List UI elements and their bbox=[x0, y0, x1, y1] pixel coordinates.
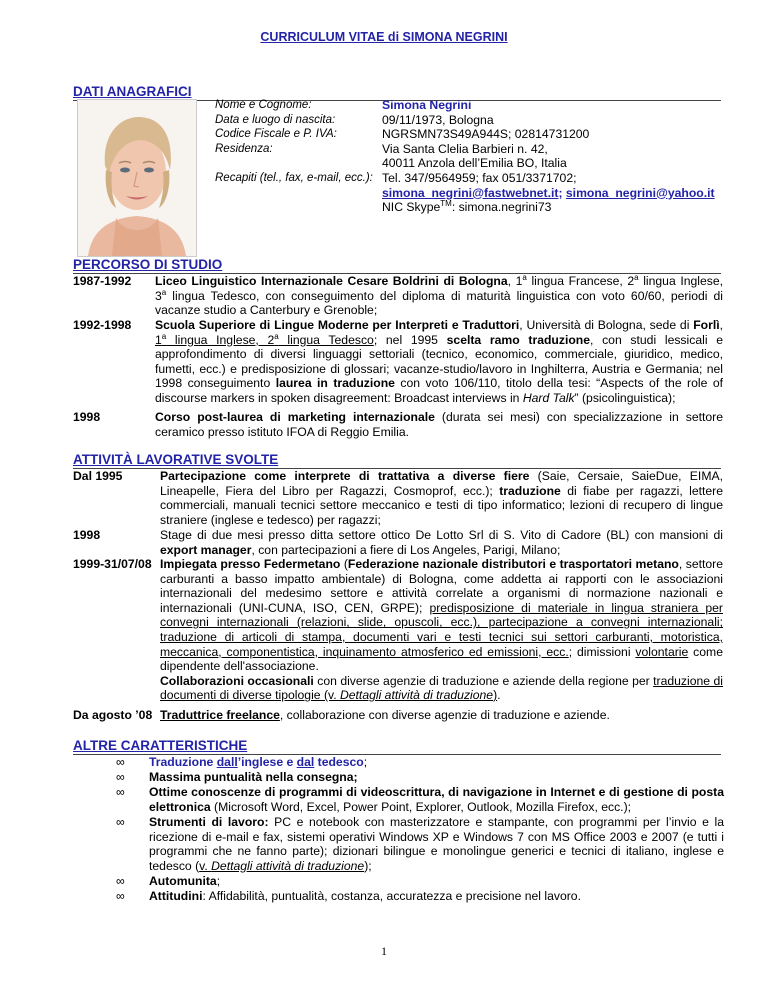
work-years: 1999-31/07/08 bbox=[73, 557, 152, 571]
list-item bbox=[116, 785, 724, 814]
list-item-text: Traduzione dall’inglese e dal tedesco; bbox=[149, 755, 368, 769]
bullet-icon: ∞ bbox=[116, 815, 125, 829]
email-line bbox=[382, 186, 732, 201]
work-years: Da agosto ’08 bbox=[73, 708, 153, 722]
label-fiscal: Codice Fiscale e P. IVA: bbox=[215, 128, 337, 141]
skype-trademark: TM bbox=[440, 199, 452, 209]
work-description: Stage di due mesi presso ditta settore ottico De Lotto Srl di S. Vito di Cadore (BL) con mansioni di export manager, con partecipazioni a fiere di Los Angeles, Parigi, Milano; bbox=[160, 528, 723, 557]
study-entry bbox=[73, 274, 723, 318]
list-item bbox=[116, 889, 724, 904]
email-separator: ; bbox=[558, 185, 566, 200]
list-item-text: Ottime conoscenze di programmi di videoscrittura, di navigazione in Internet e di gestione di posta elettronica (Microsoft Word, Excel, Power Point, Explorer, Outlook, Mozilla Firefox, ecc.); bbox=[149, 785, 724, 814]
label-name: Nome e Cognome: bbox=[215, 99, 312, 111]
label-contacts: Recapiti (tel., fax, e-mail, ecc.): bbox=[215, 171, 373, 184]
work-description: Traduttrice freelance, collaborazione con diverse agenzie di traduzione e aziende. bbox=[160, 708, 610, 722]
work-entry bbox=[73, 469, 723, 527]
email-link-1[interactable]: simona_negrini@fastwebnet.it bbox=[382, 185, 559, 200]
portrait-photo bbox=[77, 99, 197, 257]
list-item bbox=[116, 770, 724, 785]
document-title: CURRICULUM VITAE di SIMONA NEGRINI bbox=[260, 30, 508, 44]
email-link-2[interactable]: simona_negrini@yahoo.it bbox=[565, 185, 715, 200]
work-description: Impiegata presso Federmetano (Federazione nazionale distributori e trasportatori metano, settore carburanti a basso impatto ambientale) di Bologna, come addetta ai rapporti con le associazioni internazionali del medesimo settore e attività correlate a organismi di normazione nazionali e internazionali (UNI-CUNA, ISO, CEN, GRPE); predisposizione di materiale in lingua straniera per convegni internazionali (relazioni, slide, opuscoli, ecc.), partecipazione a convegni internazionali; traduzione di articoli di stampa, documenti vari e testi tecnici sui settori carburanti, motoristica, meccanica, componentistica, inquinamento atmosferico ed emissioni, ecc.; dimissioni volontarie come dipendente dell'associazione. Collaborazioni occasionali con diverse agenzie di traduzione e aziende della regione per traduzione di documenti di diverse tipologie (v. Dettagli attività di traduzione). bbox=[160, 557, 723, 703]
address-line-1: Via Santa Clelia Barbieri n. 42, bbox=[382, 141, 548, 156]
bullet-icon: ∞ bbox=[116, 874, 125, 888]
work-years: 1998 bbox=[73, 528, 101, 542]
bullet-icon: ∞ bbox=[116, 889, 125, 903]
work-description: Partecipazione come interprete di trattativa a diverse fiere (Saie, Cersaie, SaieDue, EIMA, Lineapelle, Fiera del Libro per Ragazzi, Cosmoprof, ecc.); traduzione di fiabe per ragazzi, lettere commerciali, manuali tecnici settore meccanico e testi di tipo informatico; lezioni di recupero di lingue straniere (inglese e tedesco) per ragazzi; bbox=[160, 469, 723, 527]
study-entry bbox=[73, 318, 723, 406]
list-item-text: Attitudini: Affidabilità, puntualità, costanza, accuratezza e precisione nel lavoro. bbox=[149, 889, 581, 903]
section-heading-anagrafici: DATI ANAGRAFICI bbox=[73, 84, 192, 99]
fiscal-code: NGRSMN73S49A944S; 02814731200 bbox=[382, 127, 590, 142]
birth-date-place: 09/11/1973, Bologna bbox=[382, 112, 494, 127]
study-entry bbox=[73, 410, 723, 439]
personal-values bbox=[382, 98, 732, 215]
study-description: Liceo Linguistico Internazionale Cesare Boldrini di Bologna, 1$^a$ lingua Francese, 2$^a$ lingua Inglese, 3$^a$ lingua Tedesco, con conseguimento del diploma di maturità linguistica con voto 60/60, periodi di vacanze studio a Canterbury e Grenoble; bbox=[155, 272, 723, 318]
list-item bbox=[116, 874, 724, 889]
bullet-icon: ∞ bbox=[116, 770, 125, 784]
label-residence: Residenza: bbox=[215, 142, 273, 155]
study-years: 1987-1992 bbox=[73, 274, 132, 288]
work-years: Dal 1995 bbox=[73, 469, 123, 483]
study-years: 1992-1998 bbox=[73, 318, 132, 332]
section-heading-altre: ALTRE CARATTERISTICHE bbox=[73, 738, 248, 753]
portrait-illustration bbox=[78, 100, 196, 256]
study-years: 1998 bbox=[73, 410, 101, 424]
phone-fax: Tel. 347/9564959; fax 051/3371702; bbox=[382, 170, 577, 185]
work-entry bbox=[73, 528, 723, 557]
work-entry bbox=[73, 708, 723, 723]
skype-prefix: NIC Skype bbox=[382, 200, 441, 215]
page-number: 1 bbox=[381, 944, 387, 958]
list-item bbox=[116, 815, 724, 873]
bullet-icon: ∞ bbox=[116, 785, 125, 799]
address-line-2: 40011 Anzola dell’Emilia BO, Italia bbox=[382, 156, 567, 171]
bullet-icon: ∞ bbox=[116, 755, 125, 769]
list-item-text: Strumenti di lavoro: PC e notebook con masterizzatore e stampante, con programmi per l’invio e la ricezione di e-mail e fax, sistemi operativi Windows XP e Windows 7 con MS Office 2003 e 2007 (e tutti i programmi che ne fanno parte); dizionari bilingue e monolingue generici e tecnici di italiano, inglese e tedesco (v. Dettagli attività di traduzione); bbox=[149, 815, 724, 873]
skype-line bbox=[382, 200, 732, 215]
study-description: Scuola Superiore di Lingue Moderne per Interpreti e Traduttori, Università di Bologna, sede di Forlì, 1$^a$ lingua Inglese, 2$^a$ lingua Tedesco; nel 1995 scelta ramo traduzione, con studi lessicali e approfondimento di diversi linguaggi settoriali (tecnico, economico, commerciale, giuridico, medico, fumetti, ecc.) e predisposizione di glossari; vacanze-studio/lavoro in Inghilterra, Austria e Germania; nel 1998 conseguimento laurea in traduzione con voto 106/110, titolo della tesi: “Aspects of the role of discourse markers in spoken disagreement: Broadcast interviews in Hard Talk” (psicolinguistica); bbox=[155, 318, 724, 405]
work-entry bbox=[73, 557, 723, 703]
section-heading-studio: PERCORSO DI STUDIO bbox=[73, 257, 223, 272]
section-heading-lavoro: ATTIVITÀ LAVORATIVE SVOLTE bbox=[73, 452, 279, 467]
list-item bbox=[116, 755, 724, 770]
list-item-text: Automunita; bbox=[149, 874, 221, 888]
person-name: Simona Negrini bbox=[382, 98, 472, 112]
skype-id: : simona.negrini73 bbox=[451, 200, 552, 215]
list-item-text: Massima puntualità nella consegna; bbox=[149, 770, 358, 784]
study-description: Corso post-laurea di marketing internazionale (durata sei mesi) con specializzazione in settore ceramico presso istituto IFOA di Reggio Emilia. bbox=[155, 410, 723, 439]
personal-labels bbox=[215, 98, 375, 186]
label-birth: Data e luogo di nascita: bbox=[215, 113, 336, 126]
